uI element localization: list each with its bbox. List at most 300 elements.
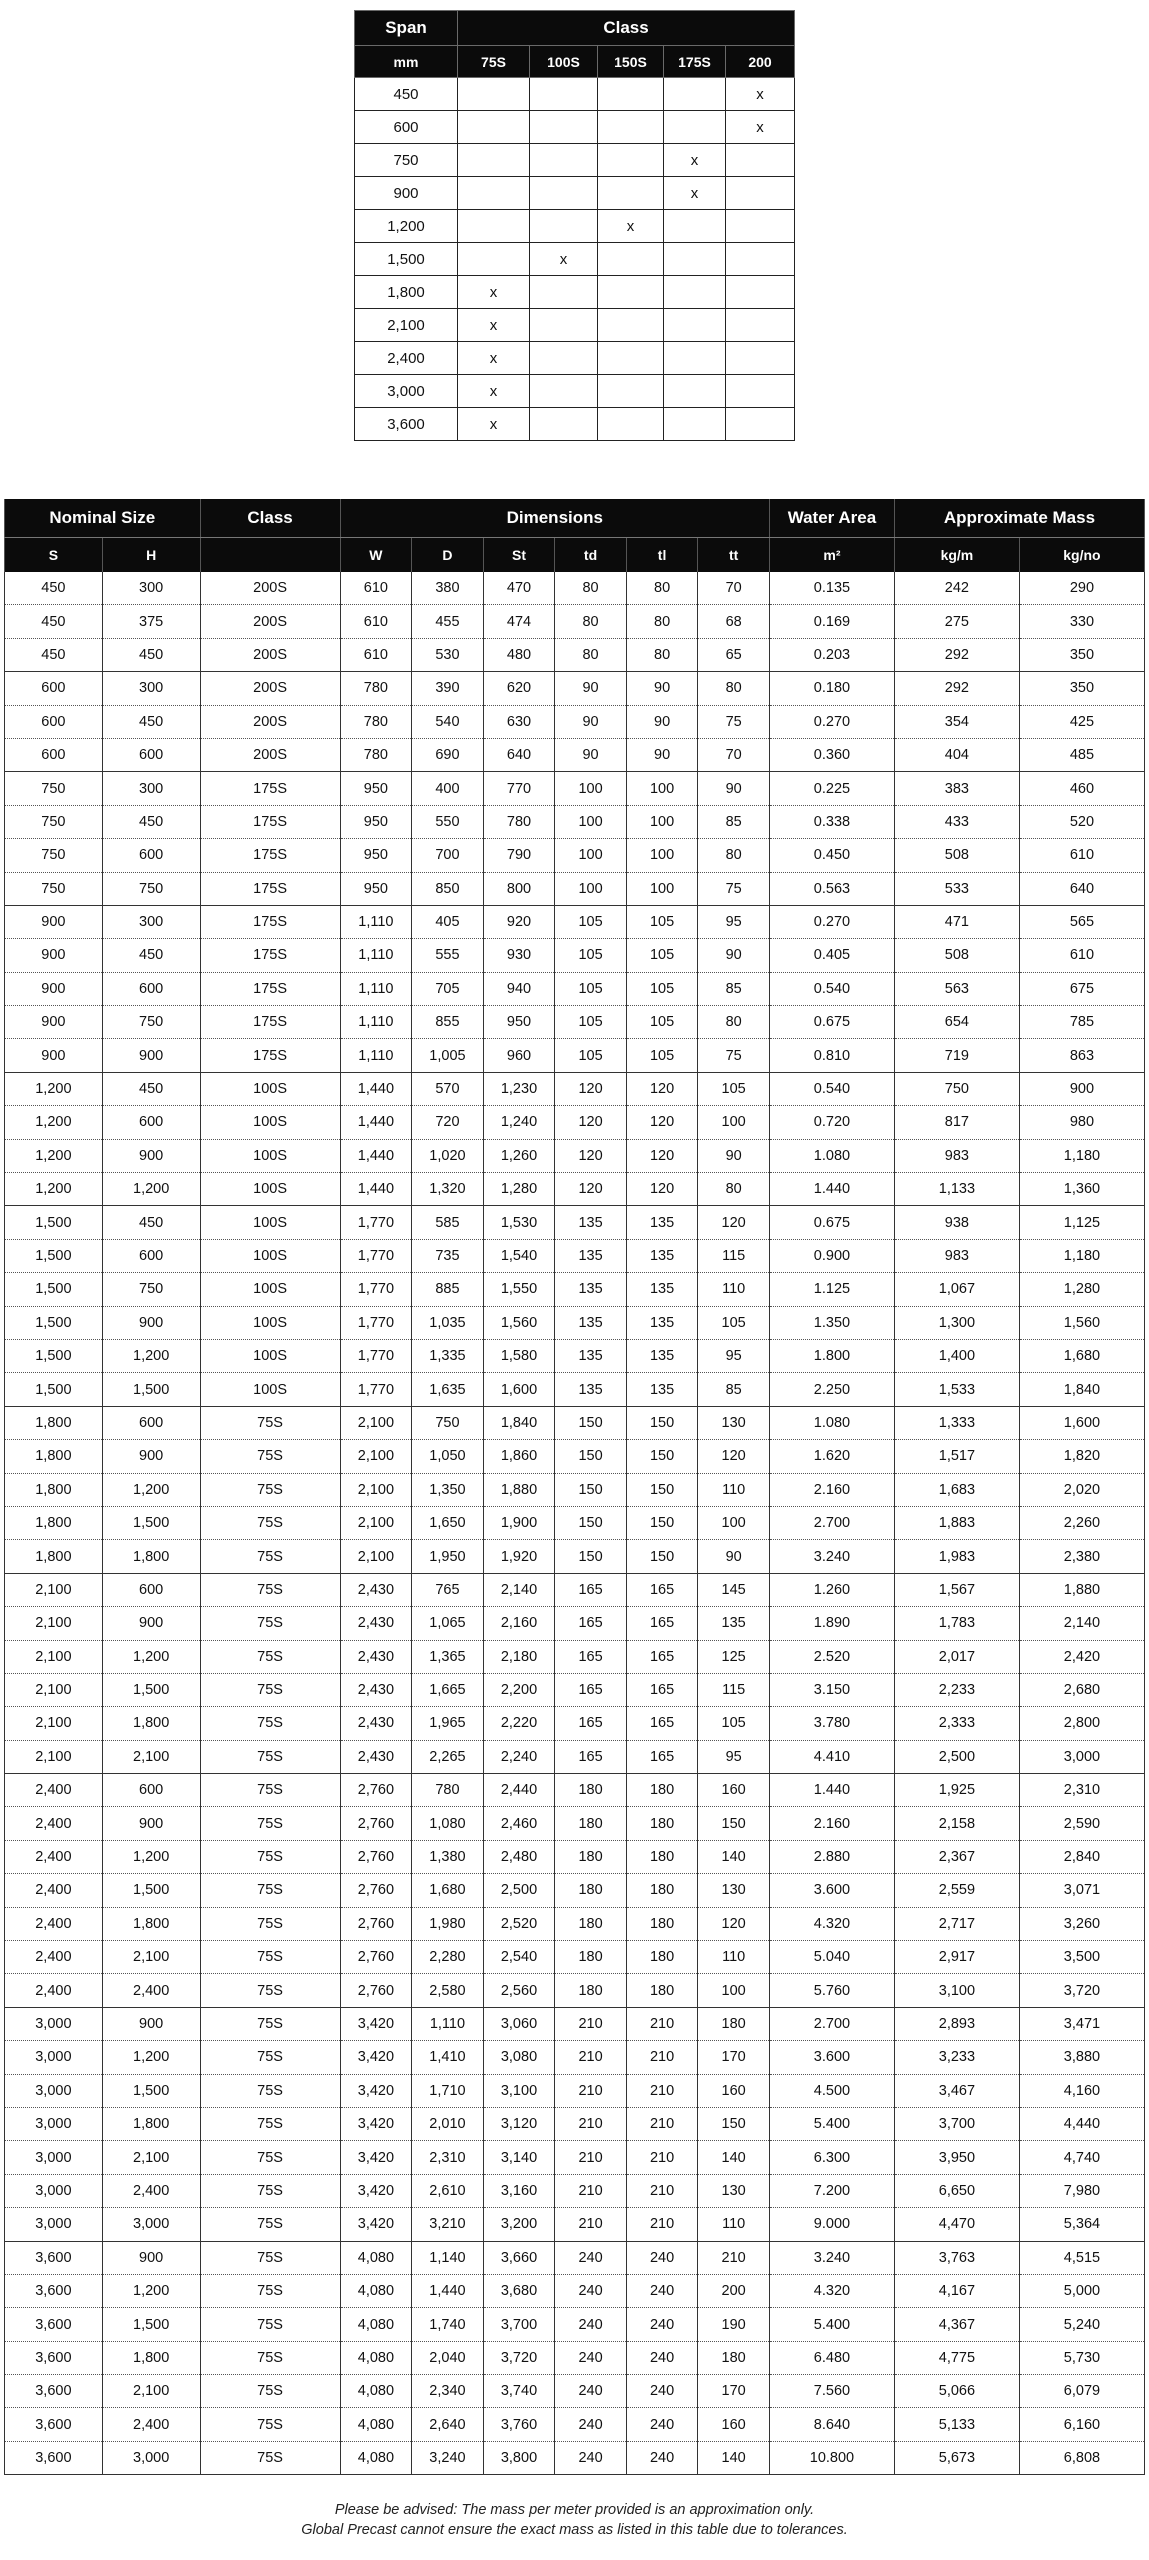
cell-tl: 180 [626,1774,698,1807]
cell-water-area: 0.360 [769,738,894,771]
cell-td: 240 [555,2274,627,2307]
cell-td: 180 [555,1840,627,1873]
cell-s: 2,400 [5,1941,103,1974]
cell-tt: 105 [698,1306,770,1339]
cell-w: 3,420 [340,2107,412,2140]
cell-s: 1,200 [5,1173,103,1206]
table-row [5,1239,1145,1272]
cell-class: 175S [200,1039,340,1072]
cell-h: 2,100 [102,1740,200,1773]
cell-kg-per-m: 1,925 [894,1774,1019,1807]
cell-td: 135 [555,1206,627,1239]
cell-tt: 70 [698,572,770,605]
table-row [5,1774,1145,1807]
cell-class: 75S [200,2107,340,2140]
cell-tl: 150 [626,1473,698,1506]
cell-d: 1,950 [412,1540,484,1573]
cell-kg-per-m: 1,567 [894,1573,1019,1606]
span-value: 1,800 [355,276,458,309]
cell-water-area: 0.270 [769,705,894,738]
cell-water-area: 6.300 [769,2141,894,2174]
cell-kg-per-no: 2,590 [1019,1807,1144,1840]
table-row [5,2208,1145,2241]
cell-st: 3,140 [483,2141,555,2174]
cell-td: 210 [555,2141,627,2174]
cell-tl: 105 [626,1039,698,1072]
cell-st: 2,440 [483,1774,555,1807]
cell-water-area: 1.890 [769,1607,894,1640]
table-row [5,2074,1145,2107]
cell-st: 960 [483,1039,555,1072]
cell-w: 1,770 [340,1273,412,1306]
cell-w: 2,430 [340,1640,412,1673]
cell-d: 1,365 [412,1640,484,1673]
cell-kg-per-no: 1,180 [1019,1239,1144,1272]
cell-d: 1,335 [412,1339,484,1372]
cell-kg-per-m: 1,517 [894,1440,1019,1473]
cell-h: 900 [102,2241,200,2274]
cell-st: 3,740 [483,2375,555,2408]
cell-h: 2,400 [102,1974,200,2007]
cell-kg-per-no: 2,420 [1019,1640,1144,1673]
cell-st: 1,540 [483,1239,555,1272]
cell-class: 75S [200,1440,340,1473]
cell-kg-per-m: 275 [894,605,1019,638]
cell-d: 390 [412,672,484,705]
cell-w: 950 [340,772,412,805]
cell-st: 1,860 [483,1440,555,1473]
cell-tt: 120 [698,1907,770,1940]
cell-kg-per-no: 290 [1019,572,1144,605]
cell-class: 75S [200,1774,340,1807]
class-mark [598,177,664,210]
cell-st: 1,900 [483,1506,555,1539]
cell-kg-per-m: 983 [894,1239,1019,1272]
table-row [5,839,1145,872]
subheader-st: St [483,538,555,573]
cell-s: 450 [5,638,103,671]
cell-class: 100S [200,1373,340,1406]
cell-st: 3,660 [483,2241,555,2274]
table-row [5,1440,1145,1473]
cell-kg-per-m: 1,133 [894,1173,1019,1206]
cell-kg-per-no: 5,364 [1019,2208,1144,2241]
cell-td: 105 [555,1006,627,1039]
cell-kg-per-m: 563 [894,972,1019,1005]
cell-w: 2,100 [340,1440,412,1473]
cell-d: 1,680 [412,1874,484,1907]
cell-w: 2,430 [340,1707,412,1740]
cell-tl: 135 [626,1206,698,1239]
dimensions-header: Dimensions [340,499,769,538]
cell-d: 1,665 [412,1673,484,1706]
cell-s: 3,000 [5,2141,103,2174]
cell-td: 150 [555,1540,627,1573]
cell-s: 2,100 [5,1640,103,1673]
cell-w: 950 [340,872,412,905]
cell-d: 455 [412,605,484,638]
span-class-table [354,10,795,441]
cell-h: 1,800 [102,1907,200,1940]
cell-h: 900 [102,2007,200,2040]
cell-kg-per-m: 354 [894,705,1019,738]
cell-class: 200S [200,572,340,605]
cell-td: 180 [555,1907,627,1940]
cell-water-area: 0.169 [769,605,894,638]
cell-kg-per-no: 1,125 [1019,1206,1144,1239]
cell-st: 3,120 [483,2107,555,2140]
cell-tl: 210 [626,2041,698,2074]
cell-kg-per-no: 3,880 [1019,2041,1144,2074]
cell-water-area: 0.810 [769,1039,894,1072]
cell-d: 1,080 [412,1807,484,1840]
cell-d: 1,035 [412,1306,484,1339]
cell-water-area: 2.160 [769,1473,894,1506]
cell-kg-per-m: 2,717 [894,1907,1019,1940]
cell-water-area: 2.700 [769,2007,894,2040]
cell-td: 120 [555,1072,627,1105]
cell-kg-per-m: 983 [894,1139,1019,1172]
cell-tl: 210 [626,2174,698,2207]
cell-w: 1,110 [340,1006,412,1039]
cell-tt: 90 [698,939,770,972]
table-row [5,2441,1145,2474]
cell-st: 780 [483,805,555,838]
cell-tl: 210 [626,2074,698,2107]
cell-h: 1,200 [102,1339,200,1372]
subheader-tt: tt [698,538,770,573]
cell-class: 200S [200,738,340,771]
cell-kg-per-no: 5,240 [1019,2308,1144,2341]
cell-td: 80 [555,638,627,671]
cell-td: 210 [555,2174,627,2207]
table-row [5,1506,1145,1539]
cell-water-area: 2.520 [769,1640,894,1673]
cell-class: 75S [200,1941,340,1974]
cell-s: 1,500 [5,1206,103,1239]
table-row [5,1540,1145,1573]
cell-class: 75S [200,2241,340,2274]
cell-s: 3,600 [5,2441,103,2474]
cell-water-area: 5.400 [769,2308,894,2341]
cell-d: 3,210 [412,2208,484,2241]
subheader-m2: m² [769,538,894,573]
cell-kg-per-m: 4,470 [894,2208,1019,2241]
class-mark: x [664,177,726,210]
cell-tt: 100 [698,1506,770,1539]
cell-s: 750 [5,805,103,838]
cell-tl: 240 [626,2375,698,2408]
class-mark [530,375,598,408]
cell-st: 3,100 [483,2074,555,2107]
cell-tt: 68 [698,605,770,638]
cell-st: 3,760 [483,2408,555,2441]
cell-tt: 130 [698,2174,770,2207]
cell-h: 600 [102,1573,200,1606]
cell-class: 75S [200,2375,340,2408]
cell-kg-per-m: 817 [894,1106,1019,1139]
cell-td: 150 [555,1440,627,1473]
cell-w: 1,110 [340,905,412,938]
table-row [5,738,1145,771]
cell-class: 75S [200,1707,340,1740]
cell-st: 2,460 [483,1807,555,1840]
cell-w: 2,100 [340,1406,412,1439]
cell-td: 80 [555,605,627,638]
class-mark [458,243,530,276]
cell-class: 75S [200,2274,340,2307]
cell-class: 75S [200,1640,340,1673]
cell-water-area: 5.040 [769,1941,894,1974]
table-row [5,905,1145,938]
cell-kg-per-no: 2,310 [1019,1774,1144,1807]
cell-tl: 105 [626,905,698,938]
cell-tt: 75 [698,872,770,905]
cell-w: 3,420 [340,2208,412,2241]
cell-w: 4,080 [340,2308,412,2341]
cell-w: 4,080 [340,2341,412,2374]
cell-w: 3,420 [340,2141,412,2174]
cell-class: 100S [200,1072,340,1105]
cell-kg-per-m: 5,133 [894,2408,1019,2441]
cell-tl: 210 [626,2208,698,2241]
cell-td: 135 [555,1373,627,1406]
table-row [5,1306,1145,1339]
cell-h: 1,500 [102,1506,200,1539]
cell-d: 405 [412,905,484,938]
cell-class: 75S [200,1874,340,1907]
cell-kg-per-m: 292 [894,672,1019,705]
cell-tl: 210 [626,2141,698,2174]
class-mark: x [664,144,726,177]
cell-s: 450 [5,572,103,605]
cell-d: 705 [412,972,484,1005]
cell-tt: 85 [698,1373,770,1406]
table-row [5,2308,1145,2341]
cell-class: 75S [200,1573,340,1606]
cell-d: 530 [412,638,484,671]
cell-class: 75S [200,1406,340,1439]
cell-kg-per-m: 2,917 [894,1941,1019,1974]
cell-kg-per-m: 2,559 [894,1874,1019,1907]
cell-kg-per-no: 4,160 [1019,2074,1144,2107]
cell-class: 75S [200,2007,340,2040]
cell-tt: 130 [698,1406,770,1439]
cell-water-area: 1.800 [769,1339,894,1372]
cell-tt: 135 [698,1607,770,1640]
cell-kg-per-m: 433 [894,805,1019,838]
cell-water-area: 10.800 [769,2441,894,2474]
cell-kg-per-m: 1,067 [894,1273,1019,1306]
cell-d: 1,740 [412,2308,484,2341]
table-row [5,1406,1145,1439]
cell-s: 900 [5,905,103,938]
cell-h: 900 [102,1139,200,1172]
cell-tl: 240 [626,2441,698,2474]
cell-w: 2,760 [340,1807,412,1840]
subheader-tl: tl [626,538,698,573]
cell-kg-per-no: 4,740 [1019,2141,1144,2174]
cell-d: 1,965 [412,1707,484,1740]
cell-water-area: 1.440 [769,1173,894,1206]
class-mark: x [726,78,795,111]
cell-water-area: 1.350 [769,1306,894,1339]
cell-d: 1,350 [412,1473,484,1506]
cell-class: 75S [200,2341,340,2374]
cell-tt: 140 [698,2441,770,2474]
span-row [355,375,795,408]
footnote [0,2500,1149,2540]
cell-s: 2,400 [5,1807,103,1840]
cell-tl: 90 [626,705,698,738]
cell-td: 150 [555,1473,627,1506]
cell-class: 75S [200,1540,340,1573]
cell-w: 2,430 [340,1673,412,1706]
cell-w: 1,440 [340,1106,412,1139]
cell-td: 105 [555,972,627,1005]
cell-td: 210 [555,2007,627,2040]
span-value: 2,100 [355,309,458,342]
cell-s: 3,000 [5,2074,103,2107]
class-mark [598,276,664,309]
cell-water-area: 7.560 [769,2375,894,2408]
cell-water-area: 4.500 [769,2074,894,2107]
cell-kg-per-m: 750 [894,1072,1019,1105]
class-mark [726,408,795,441]
cell-tl: 80 [626,572,698,605]
span-header: Span [355,11,458,46]
class-mark [458,111,530,144]
cell-tt: 90 [698,1540,770,1573]
cell-water-area: 6.480 [769,2341,894,2374]
cell-d: 1,005 [412,1039,484,1072]
cell-class: 75S [200,1974,340,2007]
class-mark [598,78,664,111]
subheader-75s: 75S [458,46,530,78]
cell-td: 120 [555,1173,627,1206]
cell-d: 2,310 [412,2141,484,2174]
cell-d: 720 [412,1106,484,1139]
cell-h: 1,800 [102,2107,200,2140]
cell-d: 850 [412,872,484,905]
cell-h: 1,200 [102,1173,200,1206]
cell-st: 630 [483,705,555,738]
cell-h: 300 [102,672,200,705]
cell-d: 2,610 [412,2174,484,2207]
table-row [5,2041,1145,2074]
cell-st: 1,280 [483,1173,555,1206]
table-row [5,2174,1145,2207]
cell-h: 600 [102,972,200,1005]
cell-water-area: 3.240 [769,1540,894,1573]
cell-d: 1,710 [412,2074,484,2107]
cell-st: 1,230 [483,1072,555,1105]
cell-d: 380 [412,572,484,605]
cell-water-area: 0.720 [769,1106,894,1139]
cell-w: 2,100 [340,1540,412,1573]
cell-h: 1,200 [102,2041,200,2074]
cell-tl: 80 [626,638,698,671]
class-mark [726,210,795,243]
cell-h: 3,000 [102,2208,200,2241]
cell-class: 200S [200,705,340,738]
cell-kg-per-no: 2,380 [1019,1540,1144,1573]
cell-st: 950 [483,1006,555,1039]
span-value: 1,200 [355,210,458,243]
span-value: 3,000 [355,375,458,408]
cell-s: 750 [5,772,103,805]
cell-h: 600 [102,1406,200,1439]
class-mark: x [458,309,530,342]
cell-water-area: 0.203 [769,638,894,671]
cell-st: 1,260 [483,1139,555,1172]
table-row [5,972,1145,1005]
class-mark: x [458,276,530,309]
class-mark [664,276,726,309]
cell-w: 1,770 [340,1339,412,1372]
class-mark [598,309,664,342]
cell-tt: 115 [698,1673,770,1706]
cell-h: 1,500 [102,1874,200,1907]
cell-water-area: 1.125 [769,1273,894,1306]
cell-kg-per-m: 719 [894,1039,1019,1072]
cell-class: 75S [200,1607,340,1640]
cell-tt: 80 [698,1173,770,1206]
cell-kg-per-no: 350 [1019,638,1144,671]
subheader-mm: mm [355,46,458,78]
class-mark [598,342,664,375]
cell-kg-per-no: 485 [1019,738,1144,771]
span-table-header-row [355,11,795,46]
cell-s: 2,400 [5,1974,103,2007]
cell-d: 1,650 [412,1506,484,1539]
cell-h: 2,400 [102,2408,200,2441]
cell-kg-per-m: 2,158 [894,1807,1019,1840]
cell-w: 1,110 [340,939,412,972]
cell-tl: 120 [626,1072,698,1105]
cell-s: 450 [5,605,103,638]
cell-kg-per-m: 2,017 [894,1640,1019,1673]
cell-s: 1,200 [5,1139,103,1172]
cell-h: 450 [102,1206,200,1239]
cell-kg-per-no: 3,071 [1019,1874,1144,1907]
cell-tl: 165 [626,1673,698,1706]
cell-s: 600 [5,705,103,738]
table-row [5,1573,1145,1606]
cell-td: 100 [555,872,627,905]
subheader-kg-per-no: kg/no [1019,538,1144,573]
cell-w: 1,770 [340,1306,412,1339]
cell-water-area: 3.600 [769,1874,894,1907]
cell-water-area: 0.563 [769,872,894,905]
cell-tt: 105 [698,1072,770,1105]
cell-st: 640 [483,738,555,771]
cell-h: 300 [102,572,200,605]
cell-st: 2,160 [483,1607,555,1640]
cell-tt: 180 [698,2341,770,2374]
cell-st: 2,560 [483,1974,555,2007]
cell-kg-per-no: 980 [1019,1106,1144,1139]
cell-kg-per-no: 425 [1019,705,1144,738]
table-row [5,1707,1145,1740]
cell-kg-per-no: 610 [1019,939,1144,972]
cell-st: 470 [483,572,555,605]
cell-class: 175S [200,939,340,972]
cell-st: 2,480 [483,1840,555,1873]
cell-w: 3,420 [340,2074,412,2107]
cell-h: 600 [102,1239,200,1272]
cell-s: 1,500 [5,1339,103,1372]
